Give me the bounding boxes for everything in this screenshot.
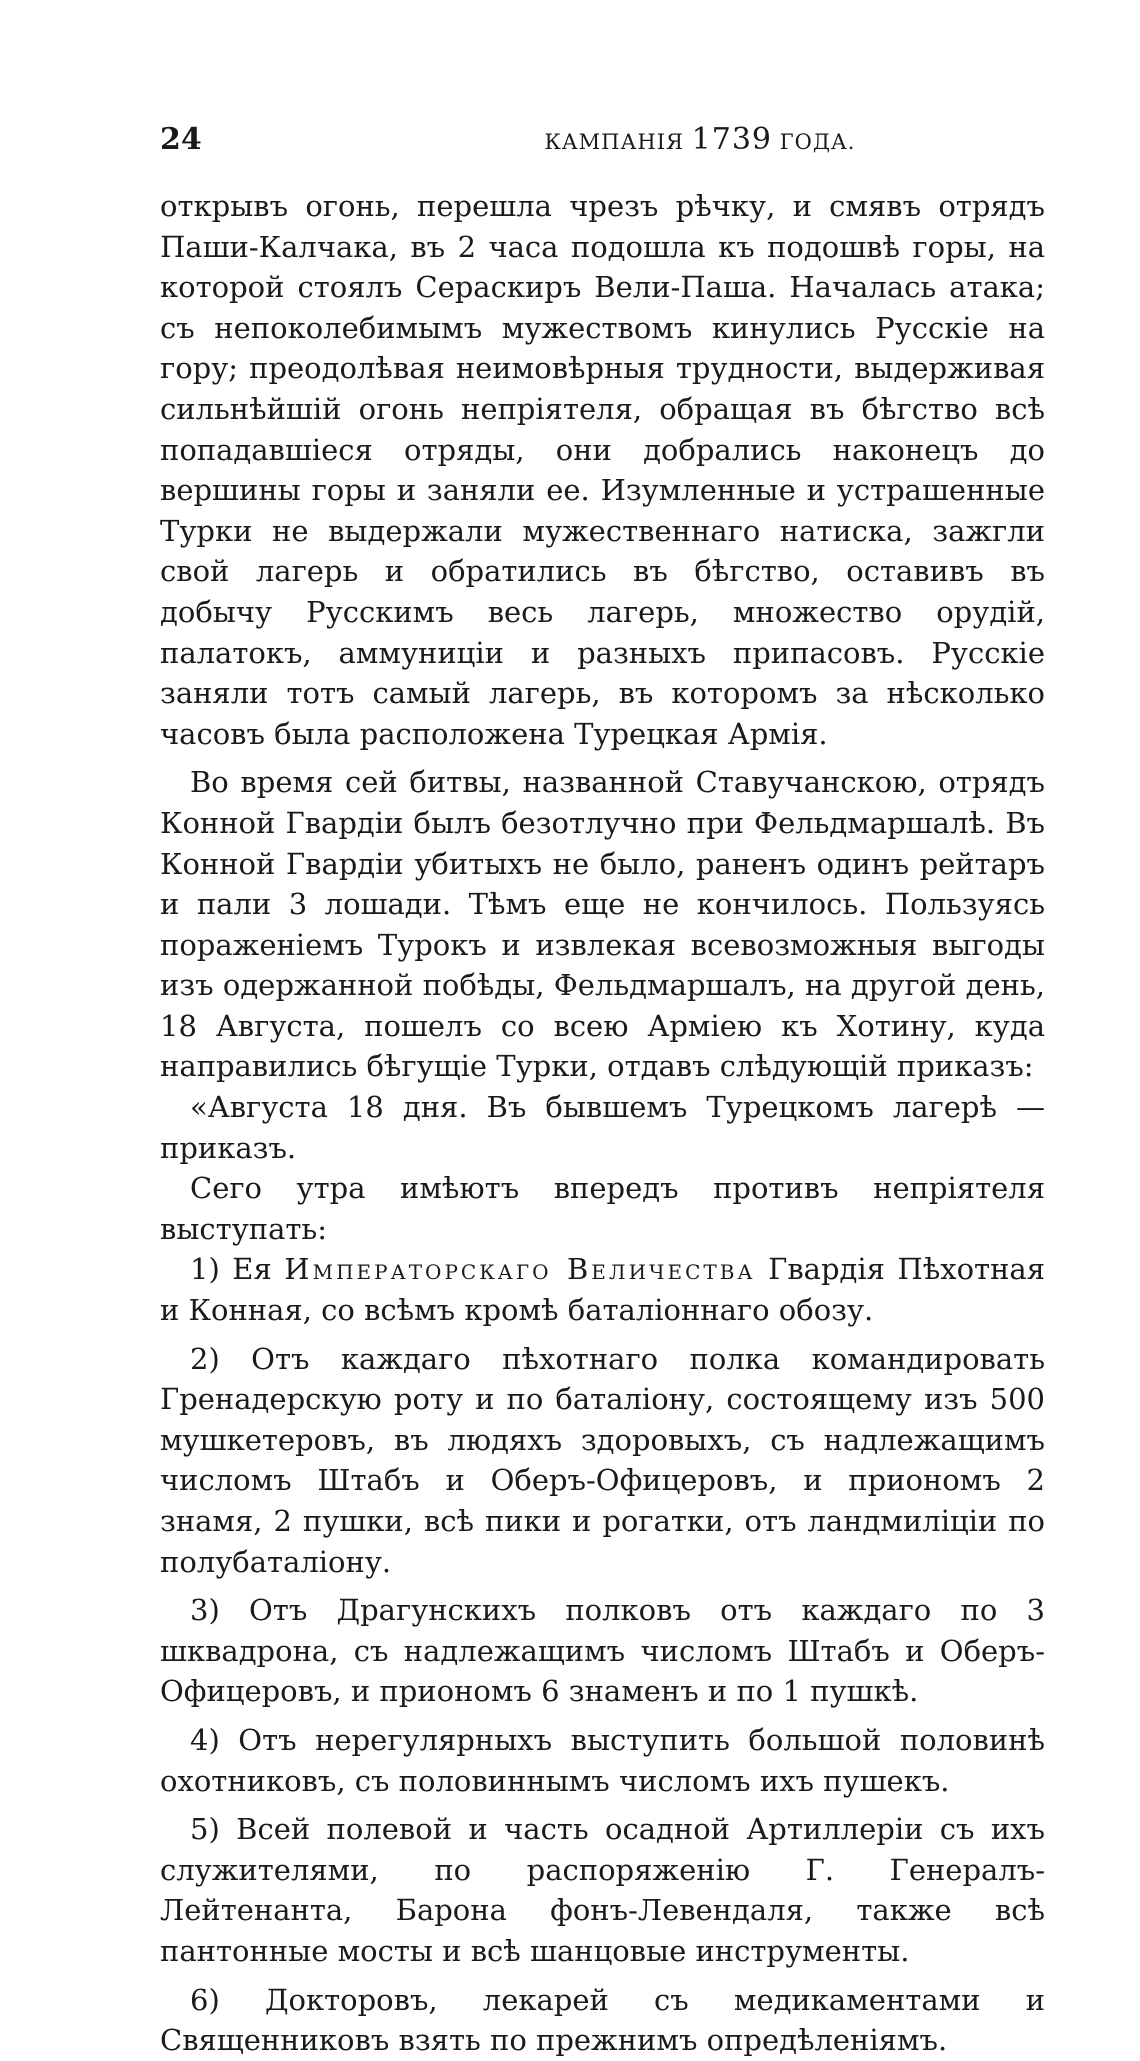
order-item-6: 6) Докторовъ, лекарей съ медикаментами и Священниковъ взять по прежнимъ опредѣленіямъ. (160, 1982, 1045, 2058)
paragraph-order-intro: Сего утра имѣютъ впередъ противъ непріятеля выступать: (160, 1171, 1045, 1246)
order-item-1 (160, 1249, 1045, 1330)
order-item-4: 4) Отъ нерегулярныхъ выступить большой половинѣ охотниковъ, съ половиннымъ числомъ ихъ пушекъ. (160, 1722, 1045, 1798)
paragraph-guard: Во время сей битвы, названной Ставучанскою, отрядъ Конной Гвардіи былъ безотлучно при Фельдмаршалѣ. Въ Конной Гвардіи убитыхъ не было, раненъ одинъ рейтаръ и пали 3 лошади. Тѣмъ еще не кончилось. Пользуясь пораженіемъ Турокъ и извлекая всевозможныя выгоды изъ одержанной побѣды, Фельдмаршалъ, на другой день, 18 Августа, пошелъ со всею Арміею къ Хотину, куда направились бѣгущіе Турки, отдавъ слѣдующій приказъ: (160, 765, 1045, 1084)
order-item-5: 5) Всей полевой и часть осадной Артиллеріи съ ихъ служителями, по распоряженію Г. Генералъ-Лейтенанта, Барона фонъ-Левендаля, также всѣ пантонные мосты и всѣ шанцовые инструменты. (160, 1812, 1045, 1968)
running-head-prefix: КАМПАНІЯ (544, 130, 684, 154)
running-head (450, 122, 950, 157)
running-head-year: 1739 (691, 122, 773, 157)
order-item-2: 2) Отъ каждаго пѣхотнаго полка командировать Гренадерскую роту и по баталіону, состоящему изъ 500 мушкетеровъ, въ людяхъ здоровыхъ, съ надлежащимъ числомъ Штабъ и Оберъ-Офицеровъ, и приономъ 2 знамя, 2 пушки, всѣ пики и рогатки, отъ ландмиліціи по полубаталіону. (160, 1341, 1045, 1579)
paragraph-battle: открывъ огонь, перешла чрезъ рѣчку, и смявъ отрядъ Паши-Калчака, въ 2 часа подошла къ подошвѣ горы, на которой стоялъ Сераскиръ Вели-Паша. Началась атака; съ непоколебимымъ мужествомъ кинулись Русскіе на гору; преодолѣвая неимовѣрныя трудности, выдерживая сильнѣйшій огонь непріятеля, обращая въ бѣгство всѣ попадавшіеся отряды, они добрались наконецъ до вершины горы и заняли ее. Изумленные и устрашенные Турки не выдержали мужественнаго натиска, зажгли свой лагерь и обратились въ бѣгство, оставивъ въ добычу Русскимъ весь лагерь, множество орудій, палатокъ, аммуниціи и разныхъ припасовъ. Русскіе заняли тотъ самый лагерь, въ которомъ за нѣсколько часовъ была расположена Турецкая Армія. (160, 189, 1045, 751)
running-head-suffix: ГОДА. (779, 130, 856, 154)
page-body (160, 186, 1045, 2061)
order-item-1-rest: Гвардія Пѣхотная и Конная, со всѣмъ кромѣ баталіоннаго обозу. (160, 1252, 1046, 1328)
page-header (160, 122, 1040, 162)
page-number: 24 (160, 122, 202, 157)
paragraph-order-heading: «Августа 18 дня. Въ бывшемъ Турецкомъ лагерѣ — приказъ. (160, 1090, 1045, 1165)
order-item-1-lead: 1) Ея (190, 1252, 272, 1287)
order-item-3: 3) Отъ Драгунскихъ полковъ отъ каждаго по 3 шквадрона, съ надлежащимъ числомъ Штабъ и Оберъ-Офицеровъ, и приономъ 6 знаменъ и по 1 пушкѣ. (160, 1593, 1045, 1709)
order-item-1-title: Императорскаго Величества (284, 1252, 756, 1287)
